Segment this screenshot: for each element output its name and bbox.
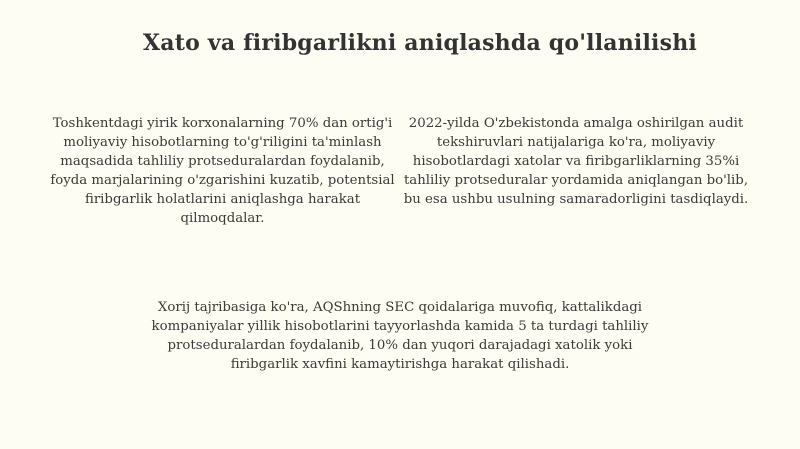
- slide-title: Xato va firibgarlikni aniqlashda qo'llanilishi: [143, 30, 697, 56]
- paragraph-audit-results-2022: 2022-yilda O'zbekistonda amalga oshirilgan audit tekshiruvlari natijalariga ko'ra, moliyaviy hisobotlardagi xatolar va firibgarliklarning 35%i tahliliy protseduralar yordamida aniqlangan bo'lib, bu esa ushbu usulning samaradorligini tasdiqlaydi.: [403, 116, 749, 207]
- paragraph-tashkent-statistics: Toshkentdagi yirik korxonalarning 70% dan ortig'i moliyaviy hisobotlarning to'g'riligini ta'minlash maqsadida tahliliy protseduralardan foydalanib, foyda marjalarining o'zgarishini kuzatib, potentsial firibgarlik holatlarini aniqlashga harakat qilmoqdalar.: [50, 116, 395, 226]
- paragraph-foreign-experience: Xorij tajribasiga ko'ra, AQShning SEC qoidalariga muvofiq, kattalikdagi kompaniyalar yillik hisobotlarini tayyorlashda kamida 5 ta turdagi tahliliy protseduralardan foydalanib, 10% dan yuqori darajadagi xatolik yoki firibgarlik xavfini kamaytirishga harakat qilishadi.: [151, 300, 649, 372]
